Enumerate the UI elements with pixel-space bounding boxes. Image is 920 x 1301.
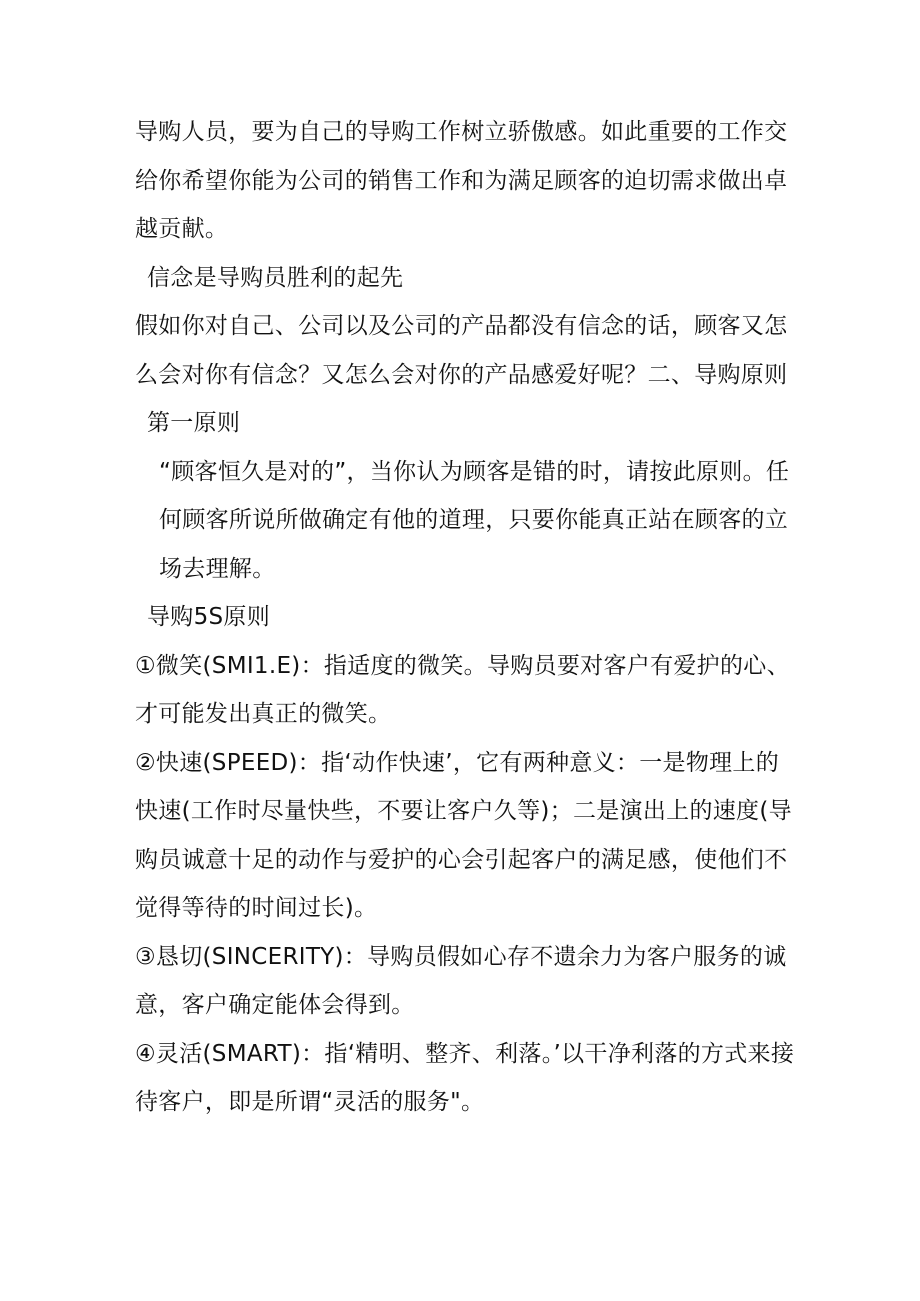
list-item-speed: ②快速(SPEED)：指‘动作快速’，它有两种意义：一是物理上的快速(工作时尽量快些，不要让客户久等)；二是演出上的速度(导购员诚意十足的动作与爱护的心会引起客户的满足感，使他们不觉得等待的时间过长)。 (135, 749, 792, 921)
section-heading-5s: 导购5S原则 (147, 604, 271, 630)
section-heading-belief: 信念是导购员胜利的起先 (147, 264, 404, 291)
paragraph-intro: 导购人员，要为自己的导购工作树立骄傲感。如此重要的工作交给你希望你能为公司的销售工作和为满足顾客的迫切需求做出卓越贡献。 (135, 119, 788, 242)
list-item-smile: ①微笑(SMI1.E)：指适度的微笑。导购员要对客户有爱护的心、才可能发出真正的微笑。 (135, 652, 790, 727)
list-item-sincerity: ③恳切(SINCERITY)：导购员假如心存不遗余力为客户服务的诚意，客户确定能体会得到。 (135, 943, 787, 1018)
list-item-smart: ④灵活(SMART)：指‘精明、整齐、利落。’以干净利落的方式来接待客户，即是所谓“灵活的服务"。 (135, 1040, 795, 1115)
paragraph-belief: 假如你对自己、公司以及公司的产品都没有信念的话，顾客又怎么会对你有信念？又怎么会对你的产品感爱好呢？二、导购原则 (135, 313, 788, 388)
paragraph-first-principle: “顾客恒久是对的”，当你认为顾客是错的时，请按此原则。任何顾客所说所做确定有他的道理，只要你能真正站在顾客的立场去理解。 (159, 458, 790, 582)
section-heading-first-principle: 第一原则 (147, 410, 241, 436)
document-body (135, 108, 795, 1127)
